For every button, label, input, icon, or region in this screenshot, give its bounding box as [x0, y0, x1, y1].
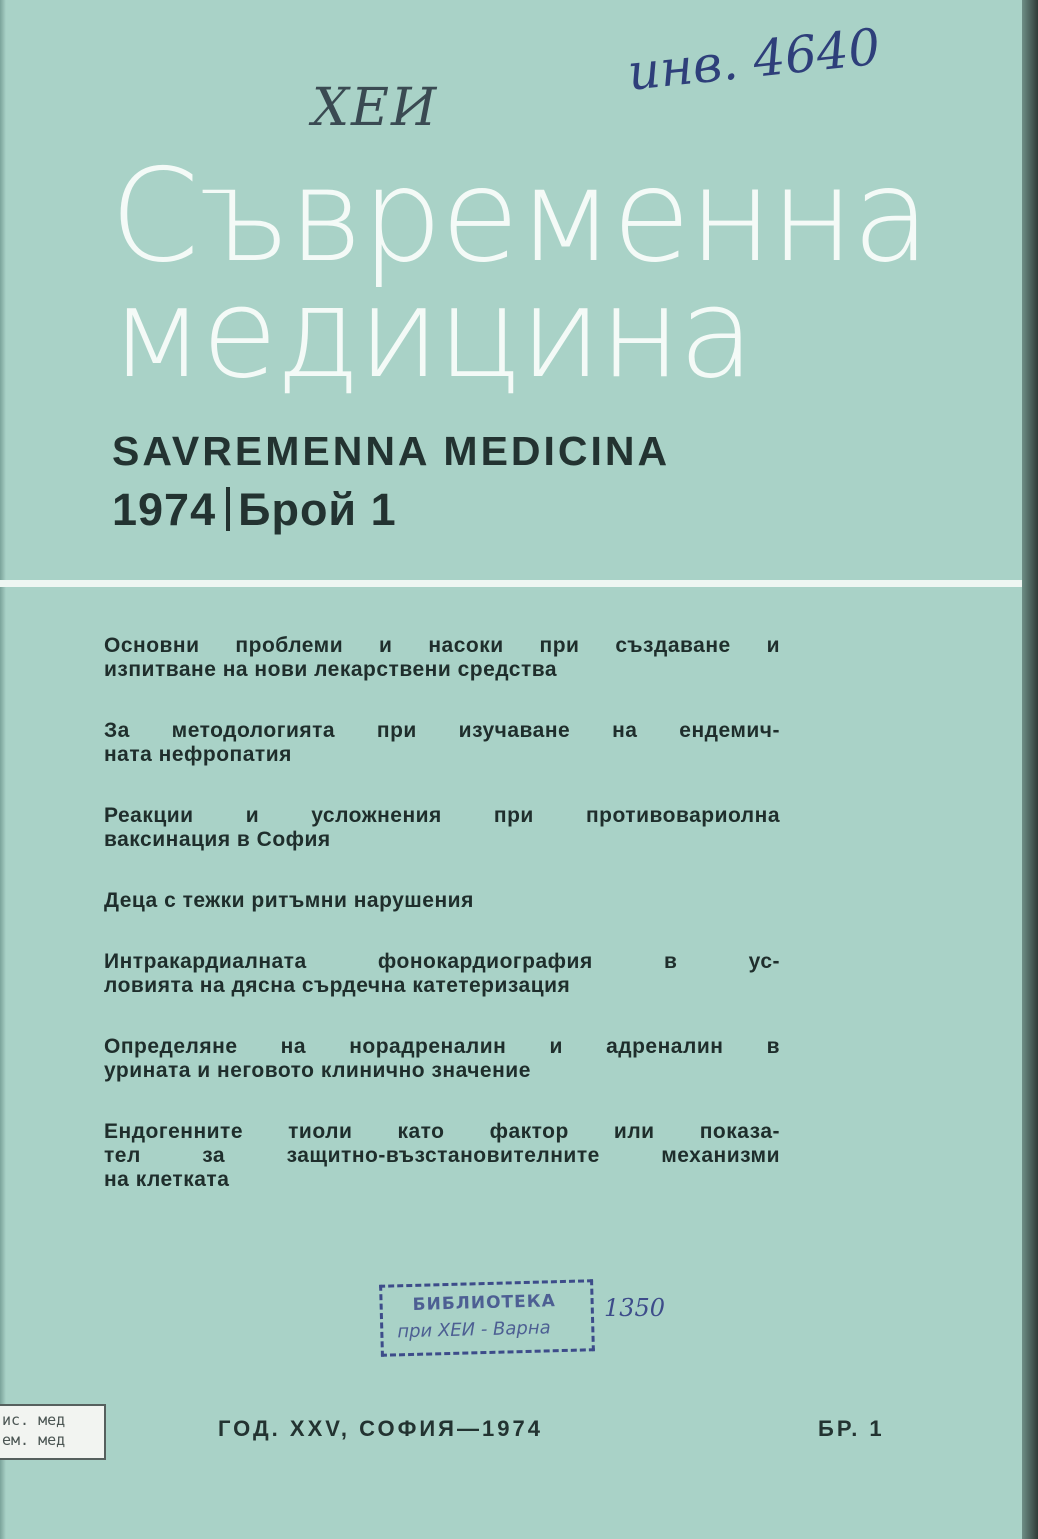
- toc-entry-line: За методологията при изучаване на ендемич-: [104, 719, 780, 742]
- library-stamp-line-2: при ХЕИ - Варна: [397, 1317, 551, 1343]
- toc-entry-line: Интракардиалната фонокардиография в ус-: [104, 950, 780, 973]
- library-stamp: [379, 1279, 595, 1357]
- toc-entry-line: ловията на дясна сърдечна катетеризация: [104, 974, 571, 997]
- issue-year: 1974: [112, 484, 217, 535]
- handwritten-inventory-number: инв. 4640: [624, 17, 883, 102]
- footer-publication-info: ГОД. XXV, СОФИЯ—1974: [218, 1416, 543, 1441]
- toc-entry: [104, 634, 780, 682]
- toc-entry: [104, 1120, 780, 1192]
- journal-title-line-2: медицина: [110, 262, 753, 406]
- toc-entry-line: тел за защитно-възстановителните механизми: [104, 1144, 780, 1167]
- toc-entry-line: Реакции и усложнения при противовариолна: [104, 804, 780, 827]
- toc-entry-line: на клетката: [104, 1168, 230, 1191]
- handwritten-code: ХЕИ: [312, 78, 439, 138]
- toc-entry-line: урината и неговото клинично значение: [104, 1059, 531, 1082]
- toc-entry-line: Основни проблеми и насоки при създаване и: [104, 634, 780, 657]
- toc-entry: [104, 950, 780, 998]
- cover-spine-edge: [1022, 0, 1038, 1539]
- spine-label-line-1: ис. мед: [2, 1411, 66, 1429]
- toc-entry: [104, 1035, 780, 1083]
- toc-entry: [104, 719, 780, 767]
- spine-label-line-2: ем. мед: [2, 1431, 66, 1449]
- toc-entry-line: ваксинация в София: [104, 828, 331, 851]
- journal-title-line-1: Съвременна: [110, 142, 929, 291]
- footer-issue-number: БР. 1: [818, 1416, 885, 1441]
- toc-entry-line: ната нефропатия: [104, 743, 292, 766]
- toc-entry-line: изпитване на нови лекарствени средства: [104, 658, 558, 681]
- toc-entry-line: Деца с тежки ритъмни нарушения: [104, 889, 474, 912]
- issue-separator: [226, 487, 230, 531]
- table-of-contents: [104, 634, 780, 1229]
- toc-entry-line: Ендогенните тиоли като фактор или показа-: [104, 1120, 780, 1143]
- issue-line: [112, 484, 397, 536]
- library-stamp-line-1: БИБЛИОТЕКА: [412, 1291, 557, 1315]
- cover-left-edge: [0, 0, 6, 1539]
- toc-entry-line: Определяне на норадреналин и адреналин в: [104, 1035, 780, 1058]
- stamp-handwritten-number: 1350: [604, 1294, 666, 1322]
- spine-label: [0, 1404, 106, 1460]
- cover-divider: [0, 580, 1022, 587]
- issue-number: Брой 1: [238, 484, 397, 535]
- journal-latin-title: SAVREMENNA MEDICINA: [112, 428, 671, 474]
- toc-entry: [104, 889, 780, 913]
- toc-entry: [104, 804, 780, 852]
